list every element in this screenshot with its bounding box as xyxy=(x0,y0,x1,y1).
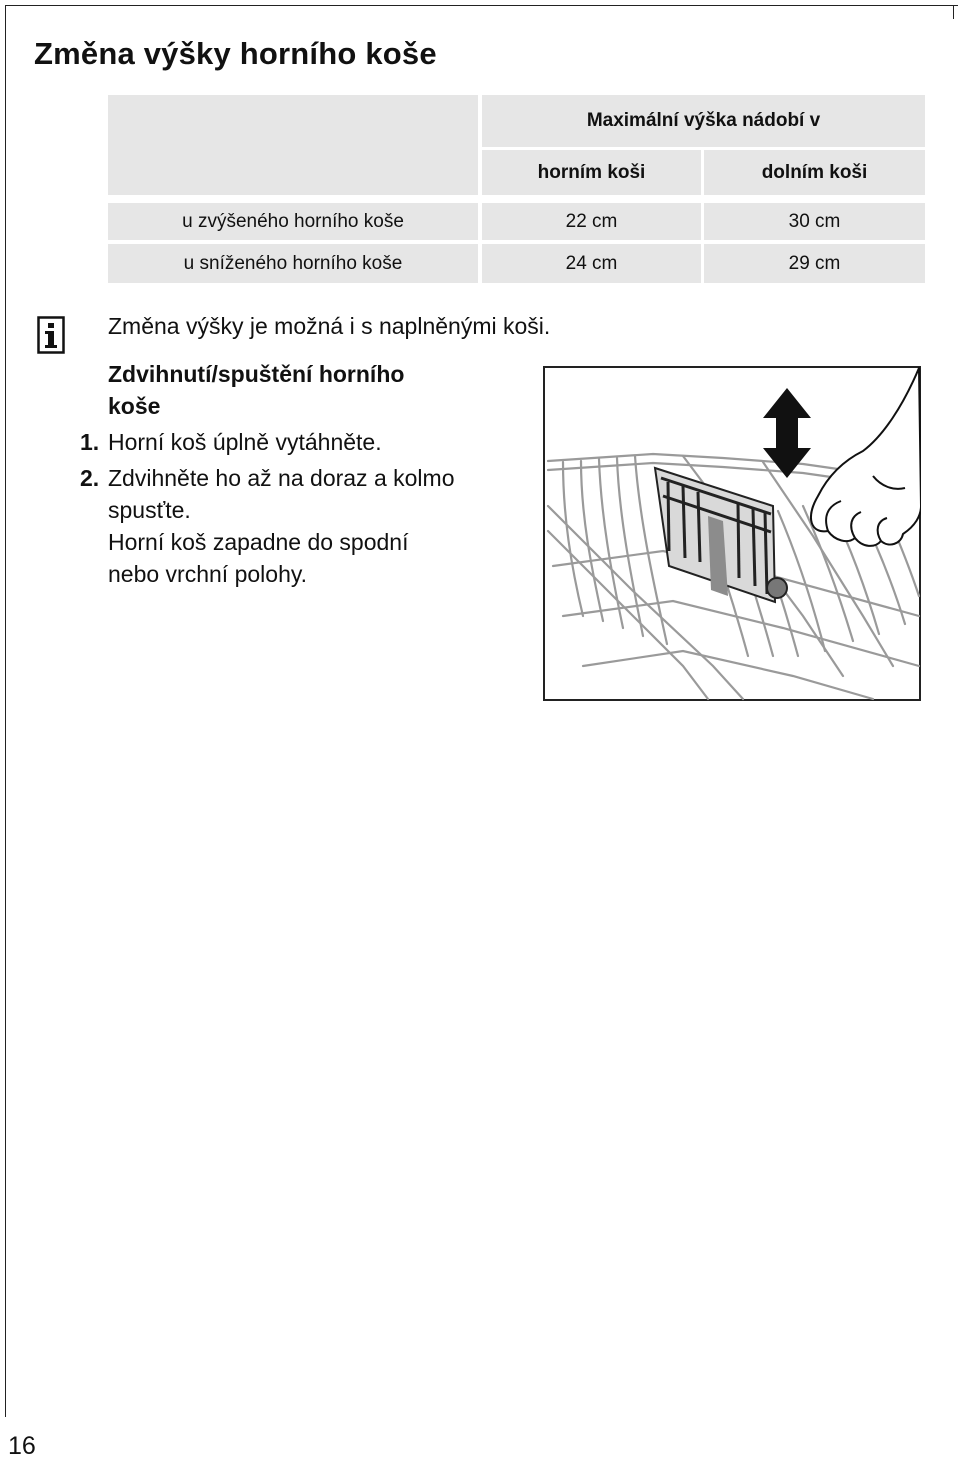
page-frame-left xyxy=(5,5,6,1417)
step-1 xyxy=(80,426,99,458)
table-cell: 30 cm xyxy=(704,203,925,240)
step-number: 1. xyxy=(80,429,100,455)
step-2 xyxy=(80,462,99,494)
result-text: Horní koš zapadne do spodní xyxy=(108,529,409,555)
page-frame-right xyxy=(953,5,954,19)
section-heading xyxy=(108,358,404,422)
table-cell: 24 cm xyxy=(482,244,701,283)
table-row-label: u zvýšeného horního koše xyxy=(108,203,478,240)
table-column-header: horním koši xyxy=(482,150,701,195)
info-icon xyxy=(37,316,65,354)
step-text: spusťte. xyxy=(108,497,191,523)
table-row-label: u sníženého horního koše xyxy=(108,244,478,283)
step-text: Horní koš úplně vytáhněte. xyxy=(108,429,382,455)
dish-rack-illustration xyxy=(543,366,921,701)
table-group-header: Maximální výška nádobí v xyxy=(482,95,925,147)
table-corner-cell xyxy=(108,95,478,195)
page-frame-top xyxy=(5,5,958,6)
page-title: Změna výšky horního koše xyxy=(34,36,437,71)
result-text: nebo vrchní polohy. xyxy=(108,561,308,587)
section-heading-line: Zdvihnutí/spuštění horního xyxy=(108,361,405,387)
page-number: 16 xyxy=(8,1432,36,1460)
step-number: 2. xyxy=(80,465,100,491)
section-heading-line: koše xyxy=(108,393,161,419)
step-text: Zdvihněte ho až na doraz a kolmo xyxy=(108,465,455,491)
table-cell: 22 cm xyxy=(482,203,701,240)
table-cell: 29 cm xyxy=(704,244,925,283)
note-text: Změna výšky je možná i s naplněnými koši. xyxy=(108,313,551,339)
table-column-header: dolním koši xyxy=(704,150,925,195)
